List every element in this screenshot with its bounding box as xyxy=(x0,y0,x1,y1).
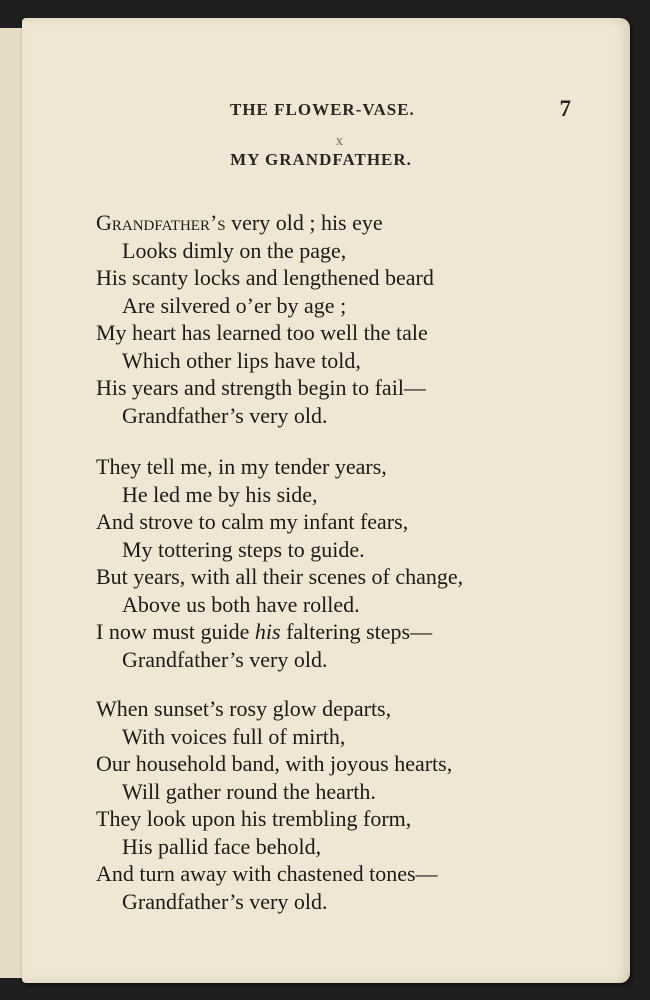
stanza-2-line-6: Above us both have rolled. xyxy=(122,591,360,617)
stanza-2-line-2: He led me by his side, xyxy=(122,481,318,507)
stanza-3-line-7: And turn away with chastened tones— xyxy=(96,861,438,886)
stanza-2-line-5: But years, with all their scenes of change, xyxy=(96,564,464,589)
stanza-3-line-8: Grandfather’s very old. xyxy=(122,888,328,914)
line-text: faltering steps— xyxy=(280,619,433,644)
stanza-3-line-5: They look upon his trembling form, xyxy=(96,806,412,831)
stanza-3 xyxy=(96,695,616,915)
stanza-2-line-7 xyxy=(96,618,616,646)
stanza-3-line-4: Will gather round the hearth. xyxy=(122,778,376,804)
stanza-1-line-8: Grandfather’s very old. xyxy=(122,402,328,428)
stanza-2-line-4: My tottering steps to guide. xyxy=(122,536,365,562)
stanza-1-line-7: His years and strength begin to fail— xyxy=(96,375,426,400)
running-head-title: THE FLOWER-VASE. xyxy=(230,100,415,119)
stanza-3-line-1: When sunset’s rosy glow departs, xyxy=(96,696,392,721)
stanza-2-line-8: Grandfather’s very old. xyxy=(122,646,328,672)
stanza-3-line-6: His pallid face behold, xyxy=(122,833,322,859)
stanza-1 xyxy=(96,209,616,429)
stanza-1-line-4: Are silvered o’er by age ; xyxy=(122,292,347,318)
stanza-1-line-1 xyxy=(96,209,616,237)
poem-title xyxy=(22,150,630,170)
line-text: I now must guide xyxy=(96,619,255,644)
book-page xyxy=(22,18,630,983)
stanza-1-line-6: Which other lips have told, xyxy=(122,347,361,373)
stanza-3-line-2: With voices full of mirth, xyxy=(122,723,346,749)
italic-word: his xyxy=(254,619,281,644)
stanza-2-line-1: They tell me, in my tender years, xyxy=(96,454,387,479)
stanza-2-line-3: And strove to calm my infant fears, xyxy=(96,509,409,534)
stanza-1-line-3: His scanty locks and lengthened beard xyxy=(96,265,434,290)
facing-page-edge xyxy=(0,28,23,978)
page-number: 7 xyxy=(559,96,572,121)
stanza-1-line-5: My heart has learned too well the tale xyxy=(96,320,428,345)
pencil-mark: x xyxy=(336,134,343,149)
stanza-3-line-3: Our household band, with joyous hearts, xyxy=(96,751,453,776)
drop-word: Grandfather’s xyxy=(96,210,226,235)
stanza-2 xyxy=(96,453,616,673)
page-content xyxy=(22,18,630,983)
poem-title-text: MY GRANDFATHER. xyxy=(230,150,412,169)
stanza-1-line-2: Looks dimly on the page, xyxy=(122,237,347,263)
line-text: very old ; his eye xyxy=(225,210,383,235)
